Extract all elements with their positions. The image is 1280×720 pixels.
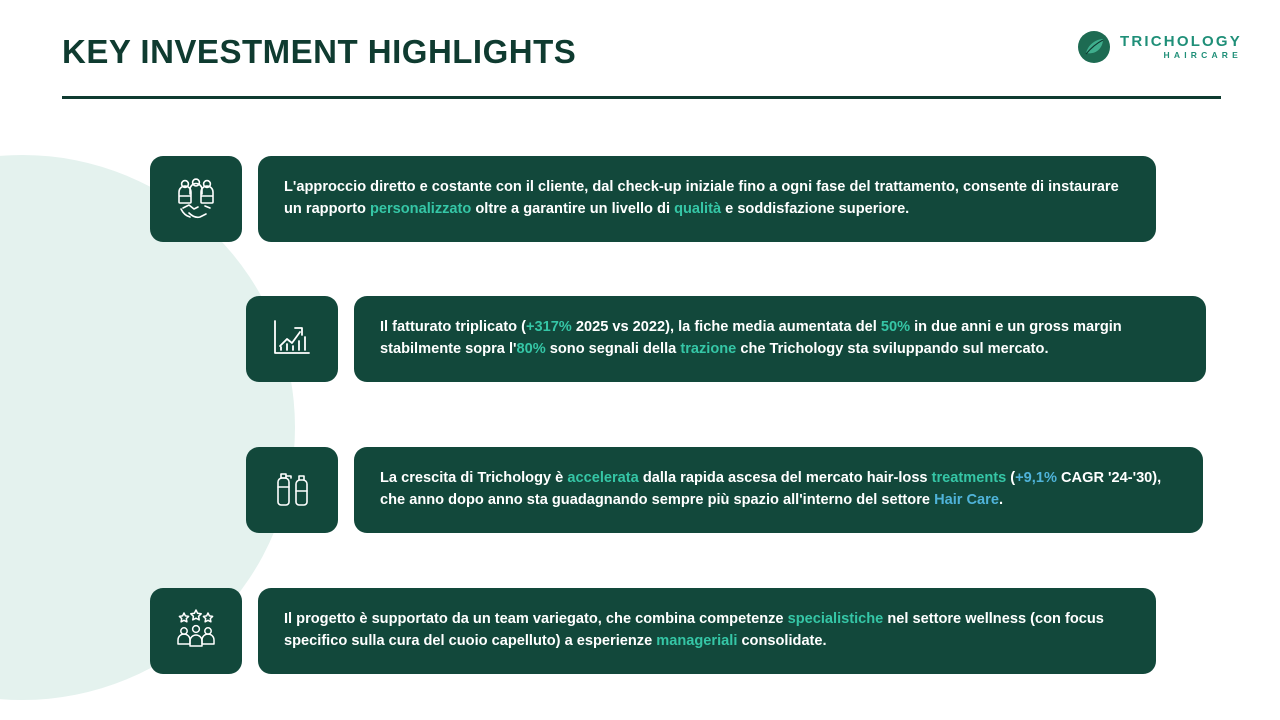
brand-logo-text <box>1120 33 1242 60</box>
leaf-circle-icon <box>1077 30 1111 64</box>
highlight-text <box>354 447 1203 533</box>
highlight-keyword: qualità <box>674 201 722 217</box>
brand-subtitle: HAIRCARE <box>1163 49 1242 60</box>
highlight-keyword: manageriali <box>656 633 738 649</box>
highlight-paragraph: Il progetto è supportato da un team variegato, che combina competenze specialistiche nel settore wellness (con focus specifico sulla cura del cuoio capelluto) a esperienze manageriali consolidate. <box>284 611 1104 649</box>
page-title: KEY INVESTMENT HIGHLIGHTS <box>62 33 577 70</box>
highlight-text <box>258 588 1156 674</box>
highlight-keyword: +317% <box>525 319 572 336</box>
brand-name: TRICHOLOGY <box>1120 33 1242 51</box>
highlight-text <box>354 296 1206 382</box>
highlight-keyword: +9,1% <box>1015 470 1057 487</box>
highlight-keyword: personalizzato <box>369 201 472 217</box>
highlight-paragraph: La crescita di Trichology è accelerata dalla rapida ascesa del mercato hair-loss treatments (+9,1% CAGR '24-'30), che anno dopo anno sta guadagnando sempre più spazio all'interno del settore Hair Care. <box>380 470 1162 508</box>
highlight-paragraph: Il fatturato triplicato (+317% 2025 vs 2022), la fiche media aumentata del 50% in due anni e un gross margin stabilmente sopra l'80% sono segnali della trazione che Trichology sta sviluppando sul mercato. <box>380 319 1122 357</box>
highlight-keyword: Hair Care <box>934 492 999 508</box>
slide-header <box>62 34 1240 70</box>
highlight-row <box>246 447 1203 533</box>
highlight-keyword: 50% <box>880 319 911 336</box>
highlight-row <box>246 296 1206 382</box>
highlight-keyword: specialistiche <box>787 611 884 628</box>
bottle-products-icon <box>246 447 338 533</box>
highlight-keyword: treatments <box>931 470 1007 487</box>
highlight-keyword: 80% <box>516 341 546 357</box>
highlight-row <box>150 156 1156 242</box>
handshake-people-icon <box>150 156 242 242</box>
team-stars-icon <box>150 588 242 674</box>
highlight-text <box>258 156 1156 242</box>
growth-chart-icon <box>246 296 338 382</box>
highlight-paragraph: L'approccio diretto e costante con il cliente, dal check-up iniziale fino a ogni fase del trattamento, consente di instaurare un rapporto personalizzato oltre a garantire un livello di qualità e soddisfazione superiore. <box>284 179 1119 217</box>
highlight-keyword: accelerata <box>567 470 639 487</box>
highlight-row <box>150 588 1156 674</box>
highlight-keyword: trazione <box>680 341 737 357</box>
brand-logo <box>1077 30 1242 64</box>
title-divider <box>62 96 1221 99</box>
